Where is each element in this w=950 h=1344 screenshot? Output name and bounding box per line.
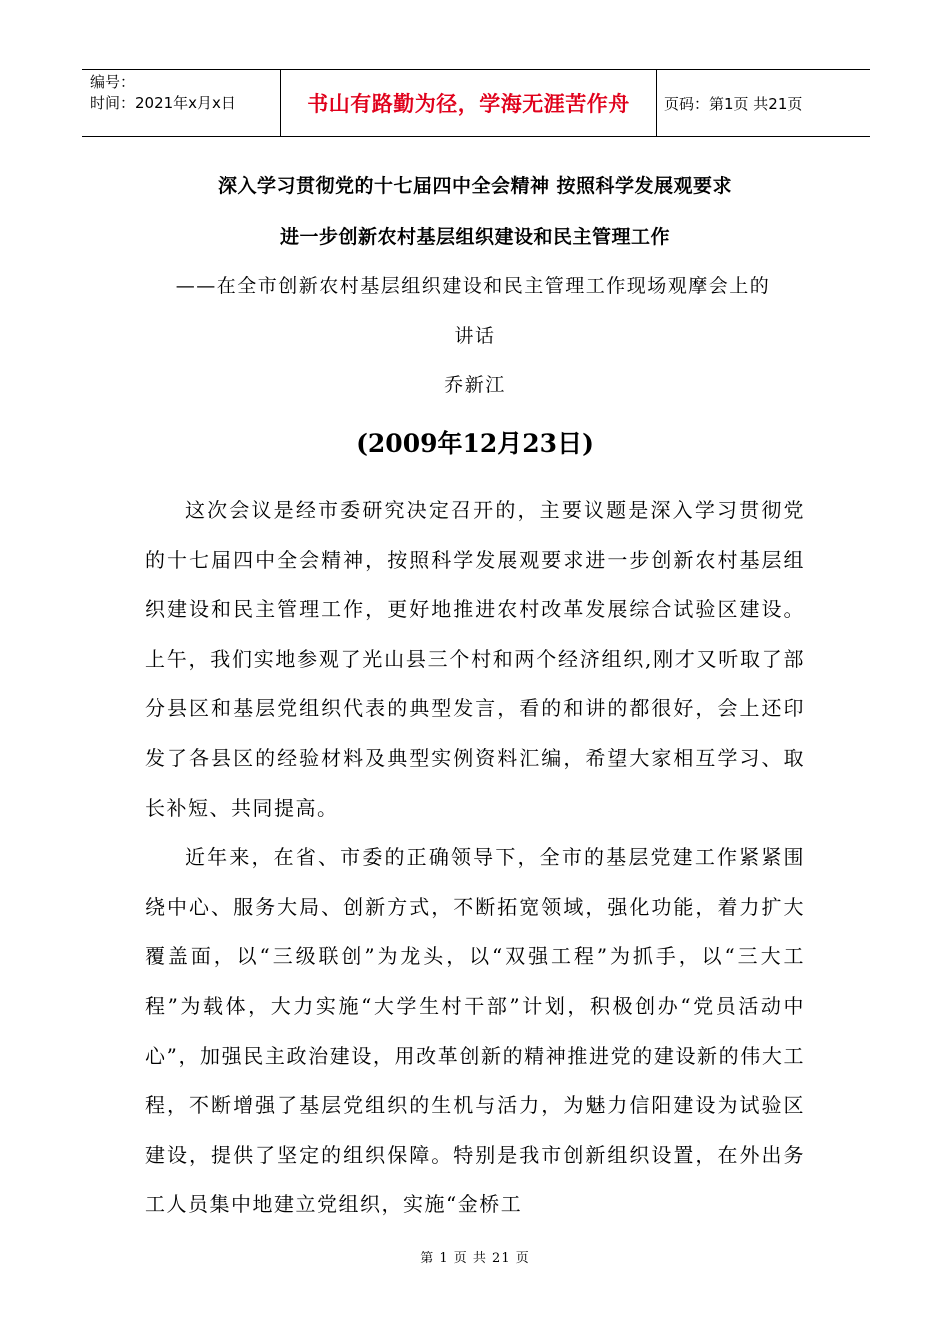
time-label: 时间：2021年x月x日 <box>90 94 236 112</box>
code-label: 编号： <box>90 73 136 91</box>
document-title-line-2: 进一步创新农村基层组织建设和民主管理工作 <box>279 226 670 248</box>
body-paragraph-2: 近年来，在省、市委的正确领导下，全市的基层党建工作紧紧围绕中心、服务大局、创新方式，不断拓宽领域，强化功能，着力扩大覆盖面，以“三级联创”为龙头，以“双强工程”为抓手，以“三大工程”为载体，大力实施“大学生村干部”计划，积极创办“党员活动中心”，加强民主政治建设，用改革创新的精神推进党的建设新的伟大工程，不断增强了基层党组织的生机与活力，为魅力信阳建设为试验区建设，提供了坚定的组织保障。特别是我市创新组织设置，在外出务工人员集中地建立党组织，实施“金桥工 <box>145 845 805 1217</box>
header-motto-cell <box>281 70 657 136</box>
motto-text: 书山有路勤为径，学海无涯苦作舟 <box>307 92 630 116</box>
header-meta-cell <box>82 70 281 136</box>
document-subtitle-line-1: ——在全市创新农村基层组织建设和民主管理工作现场观摩会上的 <box>175 275 771 297</box>
page-info: 页码：第1页 共21页 <box>664 94 803 113</box>
document-author: 乔新江 <box>444 374 506 396</box>
document-date: (2009年12月23日) <box>356 429 594 458</box>
page-footer: 第 1 页 共 21 页 <box>420 1251 530 1266</box>
document-title-line-1: 深入学习贯彻党的十七届四中全会精神 按照科学发展观要求 <box>217 175 733 197</box>
document-body <box>145 486 805 1230</box>
header-table <box>82 69 870 137</box>
header-page-cell <box>657 70 870 136</box>
body-paragraph-1: 这次会议是经市委研究决定召开的，主要议题是深入学习贯彻党的十七届四中全会精神，按照科学发展观要求进一步创新农村基层组织建设和民主管理工作，更好地推进农村改革发展综合试验区建设。上午，我们实地参观了光山县三个村和两个经济组织,刚才又听取了部分县区和基层党组织代表的典型发言，看的和讲的都很好，会上还印发了各县区的经验材料及典型实例资料汇编，希望大家相互学习、取长补短、共同提高。 <box>145 498 805 820</box>
document-subtitle-line-2: 讲话 <box>454 325 496 347</box>
